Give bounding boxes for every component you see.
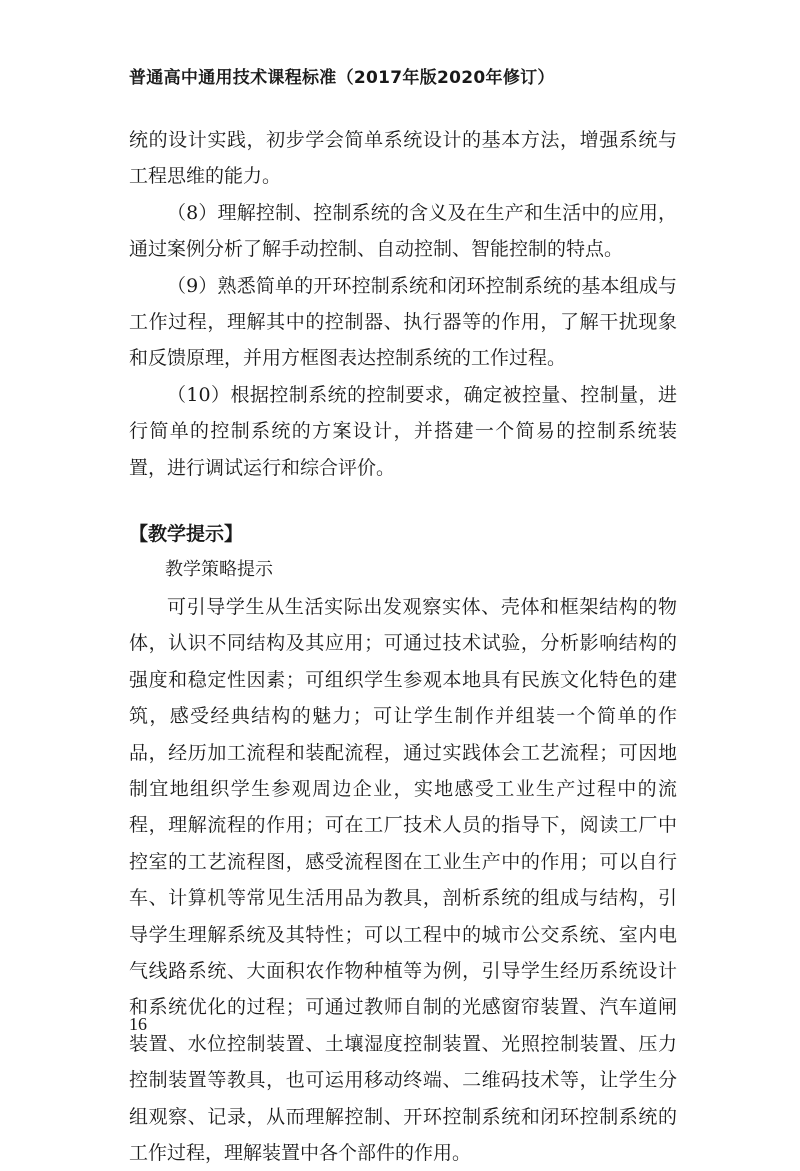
standard-item-10: （10）根据控制系统的控制要求，确定被控量、控制量，进行简单的控制系统的方案设计，并搭建一个简易的控制系统装置，进行调试运行和综合评价。	[129, 383, 677, 479]
continuation-paragraph: 统的设计实践，初步学会简单系统设计的基本方法，增强系统与工程思维的能力。	[129, 129, 677, 188]
page-number: 16	[129, 1014, 147, 1034]
section-heading-teaching-tips: 【教学提示】	[129, 523, 244, 546]
strategy-paragraph: 可引导学生从生活实际出发观察实体、壳体和框架结构的物体，认识不同结构及其应用；可通过技术试验，分析影响结构的强度和稳定性因素；可组织学生参观本地具有民族文化特色的建筑，感受经典结构的魅力；可让学生制作并组装一个简单的作品，经历加工流程和装配流程，通过实践体会工艺流程；可因地制宜地组织学生参观周边企业，实地感受工业生产过程中的流程，理解流程的作用；可在工厂技术人员的指导下，阅读工厂中控室的工艺流程图，感受流程图在工业生产中的作用；可以自行车、计算机等常见生活用品为教具，剖析系统的组成与结构，引导学生理解系统及其特性；可以工程中的城市公交系统、室内电气线路系统、大面积农作物种植等为例，引导学生经历系统设计和系统优化的过程；可通过教师自制的光感窗帘装置、汽车道闸装置、水位控制装置、土壤湿度控制装置、光照控制装置、压力控制装置等教具，也可运用移动终端、二维码技术等，让学生分组观察、记录，从而理解控制、开环控制系统和闭环控制系统的工作过程，理解装置中各个部件的作用。	[129, 595, 677, 1164]
running-header: 普通高中通用技术课程标准（2017年版2020年修订）	[129, 68, 555, 88]
standard-item-9: （9）熟悉简单的开环控制系统和闭环控制系统的基本组成与工作过程，理解其中的控制器、执行器等的作用，了解干扰现象和反馈原理，并用方框图表达控制系统的工作过程。	[129, 274, 677, 370]
standard-item-8: （8）理解控制、控制系统的含义及在生产和生活中的应用，通过案例分析了解手动控制、自动控制、智能控制的特点。	[129, 201, 677, 261]
sub-heading-strategy: 教学策略提示	[165, 559, 273, 581]
page-body	[129, 122, 677, 1171]
